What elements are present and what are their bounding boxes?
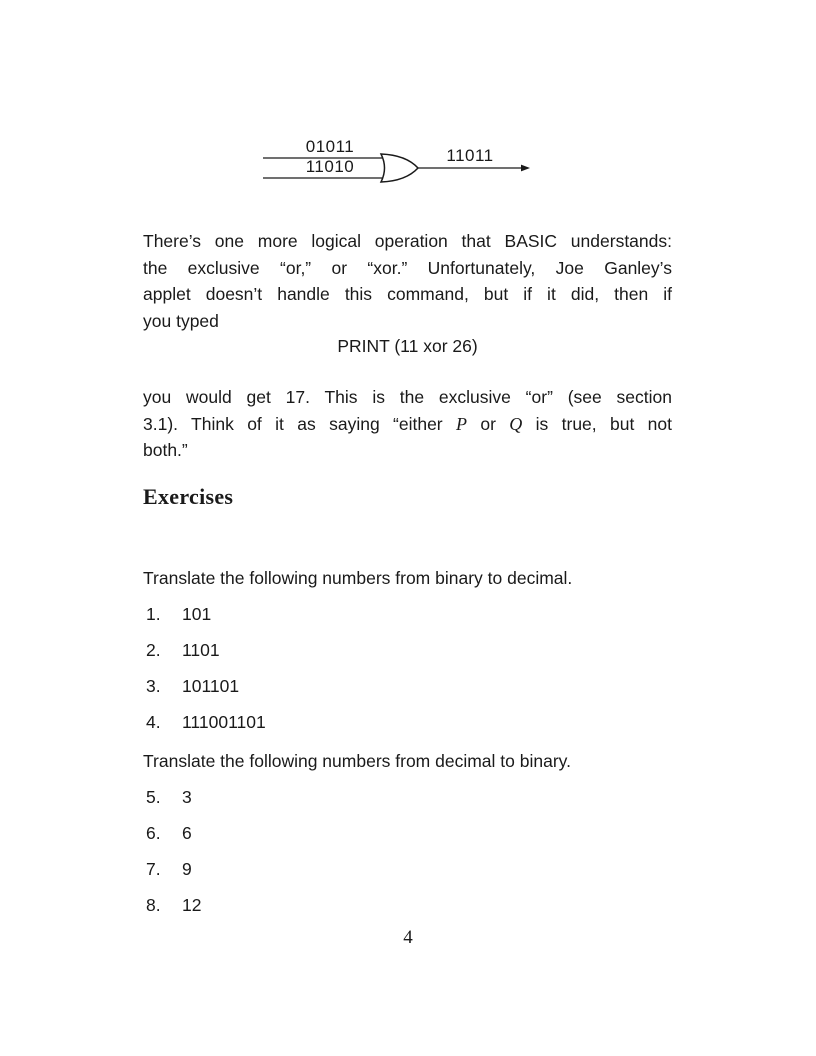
exercise-number: 5. (146, 787, 161, 807)
exercise-item (146, 786, 666, 808)
text-line: you would get 17. This is the exclusive “or” (see section (143, 387, 672, 407)
exercise-value: 3 (182, 787, 192, 807)
or-gate-body (381, 154, 418, 182)
text-line (143, 411, 672, 438)
text-fragment: 3.1). Think of it as saying “either (143, 413, 456, 434)
exercise-item (146, 639, 666, 661)
exercise-intro-binary-to-decimal: Translate the following numbers from binary to decimal. (143, 568, 573, 588)
paragraph-xor-intro (143, 228, 672, 334)
exercise-number: 3. (146, 676, 161, 696)
exercise-number: 6. (146, 823, 161, 843)
exercise-value: 101 (182, 604, 212, 624)
exercise-value: 12 (182, 895, 202, 915)
text-line: There’s one more logical operation that BASIC understands: (143, 231, 672, 251)
exercise-value: 6 (182, 823, 192, 843)
exercise-number: 4. (146, 712, 161, 732)
exercise-number: 2. (146, 640, 161, 660)
exercise-value: 1101 (182, 640, 220, 660)
exercise-number: 1. (146, 604, 161, 624)
gate-input-bottom-label: 11010 (305, 157, 355, 176)
arrowhead-icon (521, 165, 530, 172)
exercise-intro-decimal-to-binary: Translate the following numbers from decimal to binary. (143, 751, 571, 771)
gate-output-label: 11011 (446, 146, 494, 165)
exercise-value: 101101 (182, 676, 240, 696)
text-line: the exclusive “or,” or “xor.” Unfortunately, Joe Ganley’s (143, 257, 672, 278)
page-number: 4 (403, 927, 413, 948)
exercise-value: 9 (182, 859, 192, 879)
exercise-item (146, 675, 666, 697)
exercises-heading: Exercises (143, 484, 234, 509)
text-fragment: is true, but not (522, 413, 673, 434)
exercise-number: 7. (146, 859, 161, 879)
exercise-item (146, 858, 666, 880)
exercise-value: 111001101 (182, 712, 266, 732)
exercise-item (146, 894, 666, 916)
text-line: applet doesn’t handle this command, but if it did, then if (143, 284, 672, 305)
exercise-item (146, 711, 666, 733)
xor-gate-diagram (260, 135, 540, 195)
gate-input-top-label: 01011 (305, 137, 355, 156)
text-line: both.” (143, 440, 188, 461)
math-var-p: P (456, 413, 467, 434)
exercise-item (146, 603, 666, 625)
paragraph-xor-result (143, 384, 672, 464)
text-fragment: or (467, 413, 510, 434)
text-line: you typed (143, 310, 219, 331)
exercise-number: 8. (146, 895, 161, 915)
exercise-item (146, 822, 666, 844)
math-var-q: Q (509, 413, 523, 434)
print-statement: PRINT (11 xor 26) (337, 336, 478, 356)
